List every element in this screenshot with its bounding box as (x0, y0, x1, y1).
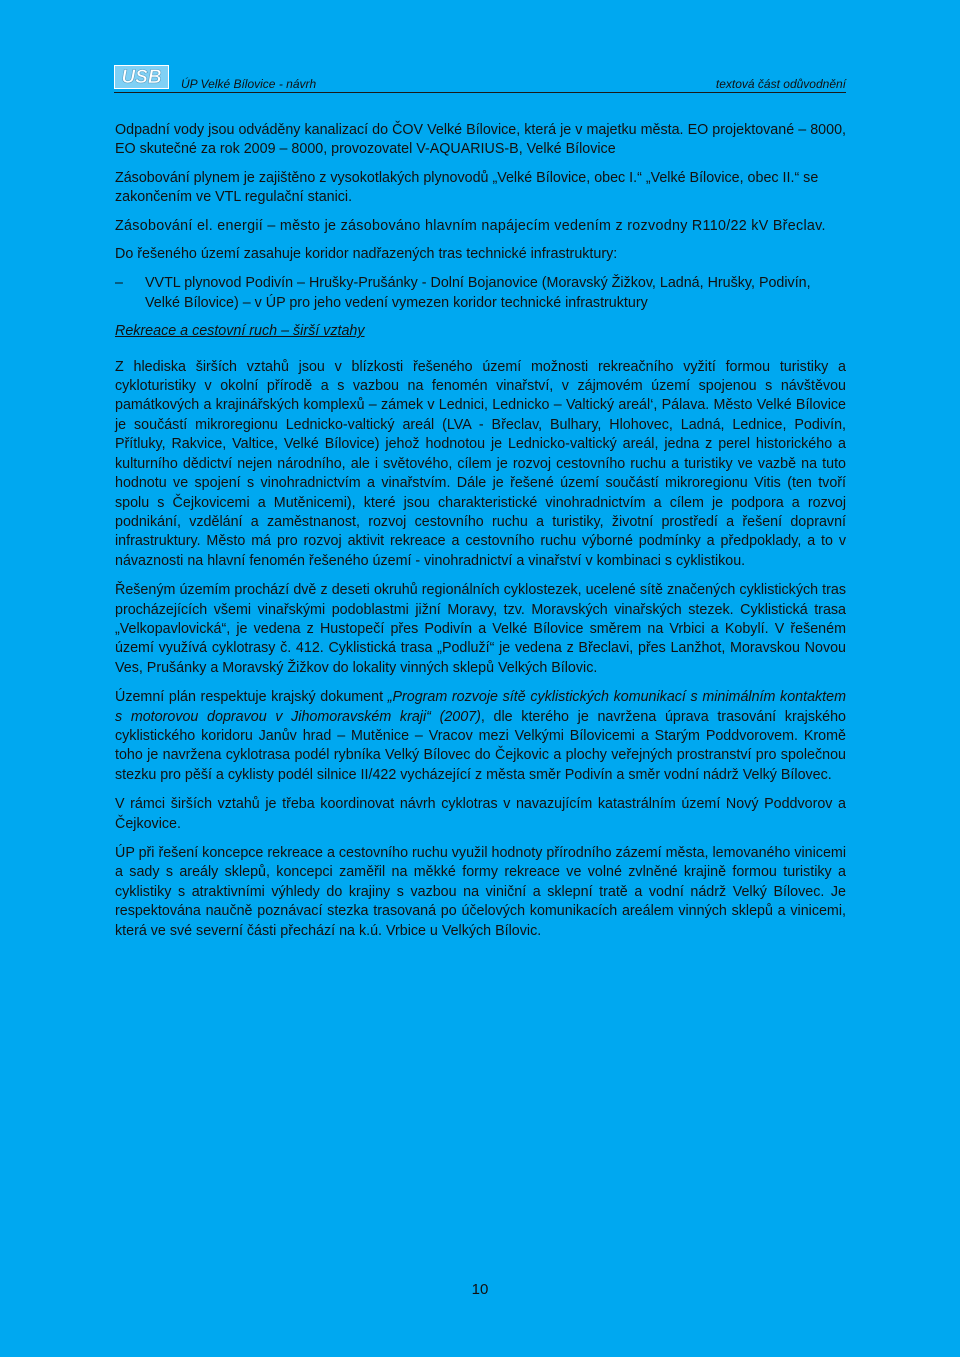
page-number: 10 (471, 1281, 489, 1298)
paragraph-recreation-relations: Z hlediska širších vztahů jsou v blízkosti řešeného území možnosti rekreačního vyžití formou turistiky a cykloturistiky v okolní přírodě a s vazbou na fenomén vinařství, v zájmovém území spojenou s návštěvou památkových a krajinářských komplexů – zámek v Lednici, Lednicko – Valtický areál‘, Pálava. Město Velké Bílovice je součástí mikroregionu Lednicko-valtický areál (LVA - Břeclav, Bulhary, Hlohovec, Ladná, Lednice, Podivín, Přítluky, Rakvice, Valtice, Velké Bílovice) jehož hodnotou je Lednicko-valtický areál, jedna z perel historického a kulturního dědictví nejen národního, ale i světového, cílem je rozvoj cestovního ruchu a turistiky ve vazbě na tuto hodnotu ve spojení s vinohradnictvím a vinařstvím. Dále je řešené území součástí mikroregionu Vitis (ten tvoří spolu s Čejkovicemi a Mutěnicemi), které jsou charakteristické vinohradnictvím a cílem je podpora a rozvoj podnikání, vzdělání a zaměstnanost, rozvoj cestovního ruchu a turistiky, životní prostředí a řešení dopravní infrastruktury. Město má pro rozvoj aktivit rekreace a cestovního ruchu výborné podmínky a předpoklady, a to v návaznosti na hlavní fenomén řešeného území - vinohradnictví a vinařství v kombinaci s cyklistikou. (115, 358, 846, 569)
document-title-reference: „Program rozvoje sítě cyklistických komunikací s minimálním kontaktem s motorovou dopravou v Jihomoravském kraji“ (2007) (115, 689, 846, 725)
paragraph-text: , dle kterého je navržena úprava trasování krajského cyklistického koridoru Janův hrad – Mutěnice – Vracov mezi Velkými Bílovicemi a Starým Poddvorovem. Kromě toho je navržena cyklotrasa podél rybníka Velký Bílovec do Čejkovic a plochy veřejných prostranství pro společnou stezku pro pěší a cyklisty podél silnice II/422 vycházející z města směr Podivín a směr vodní nádrž Velký Bílovec. (115, 708, 846, 783)
page-header (114, 62, 846, 93)
paragraph-regional-document (115, 688, 846, 785)
svg-text:USB: USB (121, 67, 162, 88)
section-subheading: Rekreace a cestovní ruch – širší vztahy (115, 323, 365, 340)
document-body (115, 121, 846, 941)
paragraph-recreation-concept: ÚP při řešení koncepce rekreace a cestovního ruchu využil hodnoty přírodního zázemí města, lemovaného vinicemi a sady s areály sklepů, koncepci zaměřil na měkké formy rekreace ve volné zvlněné krajině formou turistiky a cyklistiky s atraktivními výhledy do krajiny s vazbou na viniční a sklepní tratě a vodní nádrž Velký Bílovec. Je respektována naučně poznávací stezka trasovaná po účelových komunikacích areálem vinných sklepů a vinicemi, která ve své severní části přechází na k.ú. Vrbice u Velkých Bílovic. (115, 845, 846, 939)
section-title: textová část odůvodnění (715, 77, 846, 91)
bullet-text: VVTL plynovod Podivín – Hrušky-Prušánky - Dolní Bojanovice (Moravský Žižkov, Ladná, Hrušky, Podivín, Velké Bílovice) – v ÚP pro jeho vedení vymezen koridor technické infrastruktury (145, 275, 811, 311)
paragraph-wastewater: Odpadní vody jsou odváděny kanalizací do ČOV Velké Bílovice, která je v majetku města. EO projektované – 8000, EO skutečné za rok 2009 – 8000, provozovatel V-AQUARIUS-B, Velké Bílovice (115, 122, 846, 158)
paragraph-coordination: V rámci širších vztahů je třeba koordinovat návrh cyklotras v navazujícím katastrálním území Nový Poddvorov a Čejkovice. (115, 796, 846, 832)
paragraph-electricity: Zásobování el. energií – město je zásobováno hlavním napájecím vedením z rozvodny R110/22 kV Břeclav. (115, 217, 826, 234)
paragraph-corridor-intro: Do řešeného území zasahuje koridor nadřazených tras technické infrastruktury: (115, 246, 618, 263)
paragraph-gas-supply: Zásobování plynem je zajištěno z vysokotlakých plynovodů „Velké Bílovice, obec I.“ „Velké Bílovice, obec II.“ se zakončením ve VTL regulační stanici. (115, 169, 819, 206)
document-title: ÚP Velké Bílovice - návrh (181, 77, 317, 91)
paragraph-text: Územní plán respektuje krajský dokument (115, 689, 388, 706)
bullet-item-gas-pipeline (115, 274, 846, 313)
company-logo (114, 65, 169, 89)
bullet-dash: – (115, 275, 123, 292)
paragraph-cycle-routes: Řešeným územím prochází dvě z deseti okruhů regionálních cyklostezek, ucelené sítě značených cyklistických tras procházejících všemi vinařskými podoblastmi jižní Moravy, tzv. Moravských vinařských stezek. Cyklistická trasa „Velkopavlovická“, je vedena z Hustopečí přes Podivín a Velké Bílovice směrem na Vrbici a Kobylí. V řešeném území využívá cyklotrasy č. 412. Cyklistická trasa „Podluží“ je vedena z Břeclavi, přes Lanžhot, Moravskou Novou Ves, Prušánky a Moravský Žižkov do lokality vinných sklepů Velkých Bílovic. (115, 582, 846, 676)
